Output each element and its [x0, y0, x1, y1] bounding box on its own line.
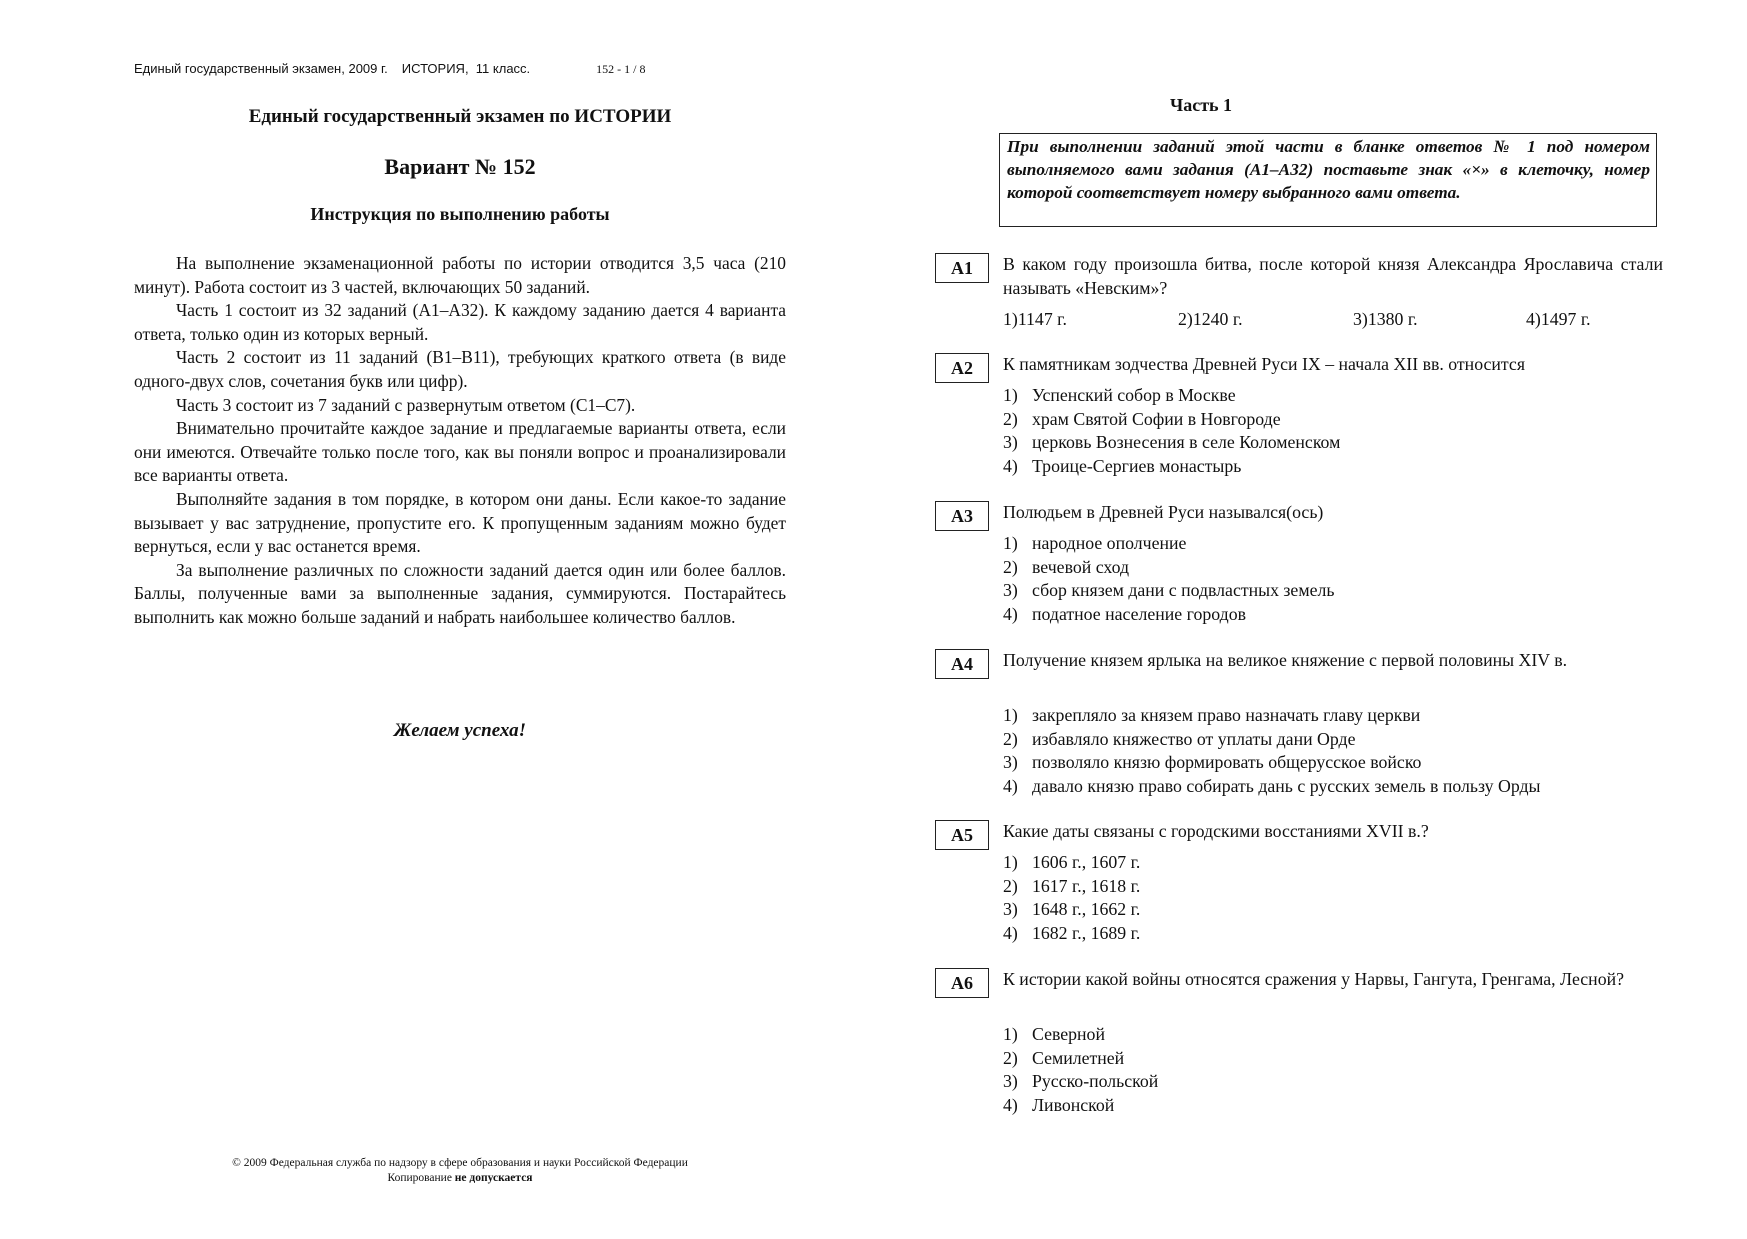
instructions-title: Инструкция по выполнению работы: [310, 204, 610, 224]
part-instructions-box: При выполнении заданий этой части в бланке ответов № 1 под номером выполняемого вами задания (А1–А32) поставьте знак «×» в клеточку, номер которой соответствует номеру выбранного вами ответа.: [999, 133, 1657, 227]
answer-options: [1003, 704, 1663, 798]
copy-not-allowed: не допускается: [454, 1172, 533, 1184]
good-luck-text: Желаем успеха!: [393, 720, 527, 741]
answer-option: 2) избавляло княжество от уплаты дани Орде: [1003, 728, 1356, 749]
answer-option: 1) Успенский собор в Москве: [1003, 385, 1236, 405]
answer-options: [1003, 532, 1663, 626]
part-title: Часть 1: [1170, 95, 1233, 115]
instruction-paragraph: Часть 3 состоит из 7 заданий с развернутым ответом (С1–С7).: [176, 394, 636, 415]
page-number: 152 - 1 / 8: [596, 62, 646, 76]
instruction-paragraph: Выполняйте задания в том порядке, в котором они даны. Если какое-то задание вызывает у вас затруднение, пропустите его. К пропущенным заданиям можно будет вернуться, если у вас останется время.: [134, 488, 786, 557]
task-question: Полюдьем в Древней Руси назывался(ось): [1003, 502, 1324, 522]
task-question: Получение князем ярлыка на великое княжение с первой половины XIV в.: [1003, 650, 1568, 670]
instruction-paragraph: Внимательно прочитайте каждое задание и предлагаемые варианты ответа, если они имеются. Отвечайте только после того, как вы поняли вопрос и проанализировали все варианты ответа.: [134, 418, 786, 486]
answer-option: 1) народное ополчение: [1003, 533, 1187, 553]
page-header: [134, 61, 646, 77]
task-number-badge: А1: [935, 253, 989, 283]
task-number-badge: А2: [935, 353, 989, 383]
exam-name: Единый государственный экзамен, 2009 г.: [134, 61, 388, 76]
subject: ИСТОРИЯ,: [401, 61, 469, 76]
task-number-badge: А6: [935, 968, 989, 998]
answer-option: 2) Семилетней: [1003, 1047, 1125, 1068]
answer-option: 3) позволяло князю формировать общерусское войско: [1003, 752, 1422, 773]
answer-option: 4) 1682 г., 1689 г.: [1003, 922, 1141, 943]
answer-option: 3) 1648 г., 1662 г.: [1003, 899, 1141, 920]
instruction-paragraph: Часть 2 состоит из 11 заданий (В1–В11), требующих краткого ответа (в виде одного-двух слов, сочетания букв или цифр).: [134, 347, 786, 391]
task-number-badge: А5: [935, 820, 989, 850]
instruction-paragraph: Часть 1 состоит из 32 заданий (А1–А32). К каждому заданию дается 4 варианта ответа, только один из которых верный.: [134, 300, 786, 344]
task-number-badge: А3: [935, 501, 989, 531]
answer-option: 3) церковь Вознесения в селе Коломенском: [1003, 432, 1341, 453]
instruction-paragraph: На выполнение экзаменационной работы по истории отводится 3,5 часа (210 минут). Работа состоит из 3 частей, включающих 50 заданий.: [134, 253, 786, 297]
answer-option: 1) Северной: [1003, 1024, 1105, 1044]
task-question: К памятникам зодчества Древней Руси IX – начала XII вв. относится: [1003, 354, 1525, 374]
answer-option: 1) закрепляло за князем право назначать главу церкви: [1003, 705, 1421, 725]
copy-notice: [134, 1171, 786, 1186]
answer-options: [1003, 308, 1663, 332]
task-question: К истории какой войны относятся сражения у Нарвы, Гангута, Гренгама, Лесной?: [1003, 969, 1624, 989]
answer-option: 1)1147 г.: [1003, 309, 1067, 329]
task-question: Какие даты связаны с городскими восстаниями XVII в.?: [1003, 821, 1429, 841]
variant-title: Вариант № 152: [384, 154, 536, 179]
copy-label: Копирование: [387, 1172, 452, 1184]
answer-option: 4) давало князю право собирать дань с русских земель в пользу Орды: [1003, 775, 1541, 796]
answer-option: 4) податное население городов: [1003, 603, 1246, 624]
answer-option: 3) Русско-польской: [1003, 1071, 1159, 1092]
answer-option: 4) Ливонской: [1003, 1094, 1115, 1115]
copyright-footer: [134, 1156, 786, 1186]
copyright-line: © 2009 Федеральная служба по надзору в сфере образования и науки Российской Федерации: [232, 1157, 688, 1169]
instruction-paragraph: За выполнение различных по сложности заданий дается один или более баллов. Баллы, полученные вами за выполненные задания, суммируются. Постарайтесь выполнить как можно больше заданий и набрать наибольшее количество баллов.: [134, 559, 786, 627]
answer-options: [1003, 384, 1663, 478]
answer-option: 2) 1617 г., 1618 г.: [1003, 875, 1141, 896]
exam-title: Единый государственный экзамен по ИСТОРИИ: [248, 106, 672, 127]
instructions-text: [134, 252, 786, 630]
answer-option: 3)1380 г.: [1353, 309, 1418, 329]
answer-option: 2) вечевой сход: [1003, 556, 1129, 577]
answer-option: 2)1240 г.: [1178, 309, 1243, 329]
task-question: В каком году произошла битва, после которой князя Александра Ярославича стали называть «Невским»?: [1003, 254, 1663, 298]
answer-option: 1) 1606 г., 1607 г.: [1003, 852, 1141, 872]
task-number-badge: А4: [935, 649, 989, 679]
answer-option: 3) сбор князем дани с подвластных земель: [1003, 580, 1335, 601]
answer-options: [1003, 1023, 1663, 1117]
answer-options: [1003, 851, 1663, 945]
answer-option: 4) Троице-Сергиев монастырь: [1003, 455, 1242, 476]
answer-option: 4)1497 г.: [1526, 309, 1591, 329]
grade: 11 класс.: [475, 61, 531, 76]
answer-option: 2) храм Святой Софии в Новгороде: [1003, 408, 1281, 429]
